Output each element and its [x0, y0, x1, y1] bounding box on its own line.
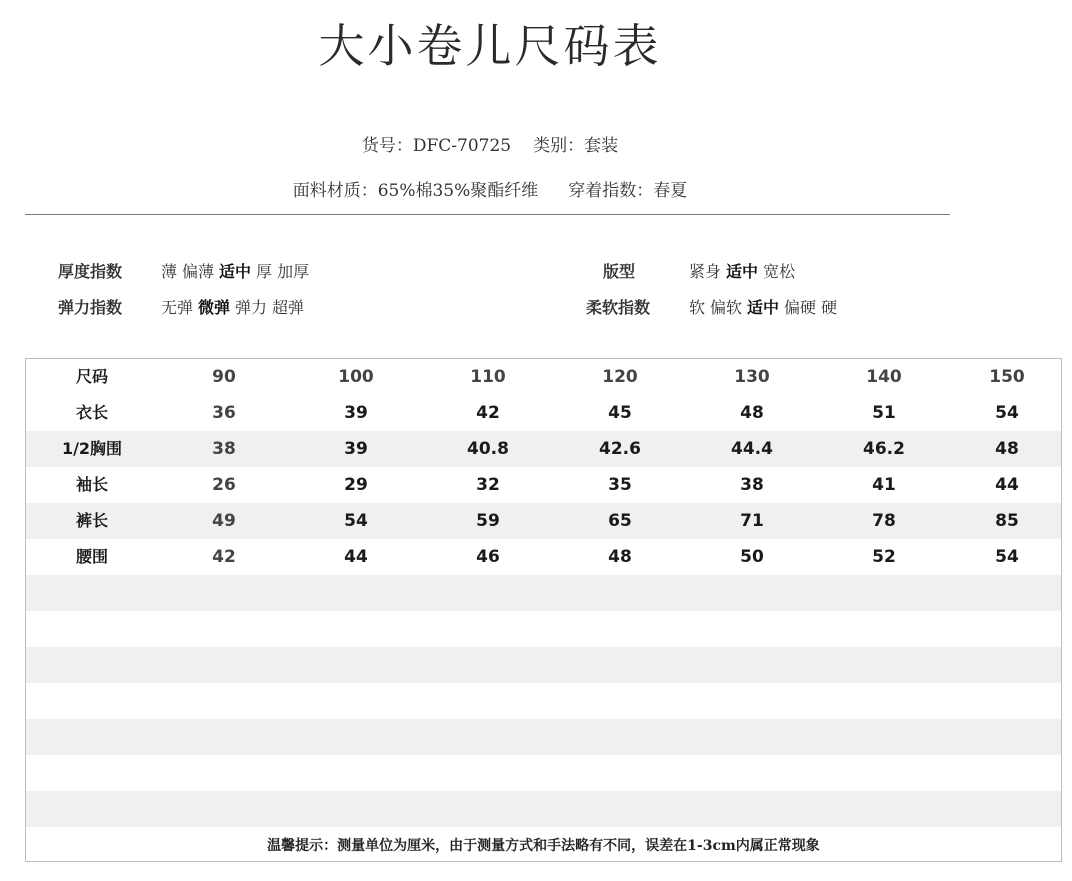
table-row: [26, 431, 1061, 467]
table-cell: 42: [476, 403, 500, 423]
table-cell: 29: [344, 475, 368, 495]
table-cell: 130: [734, 367, 770, 387]
thickness-label: 厚度指数: [58, 262, 123, 281]
attribute-option: 偏硬: [784, 298, 817, 317]
table-cell: 35: [608, 475, 632, 495]
attribute-option: 超弹: [272, 298, 305, 317]
table-cell: 袖长: [75, 475, 108, 494]
table-row: [26, 395, 1061, 431]
table-cell: 48: [740, 403, 764, 423]
table-cell: 120: [602, 367, 638, 387]
table-row: [26, 503, 1061, 539]
attribute-option-selected: 适中: [219, 262, 252, 281]
attribute-option: 硬: [821, 298, 838, 317]
table-cell: 48: [608, 547, 632, 567]
table-row: [26, 575, 1061, 611]
attribute-option: 加厚: [277, 262, 310, 281]
table-cell: 100: [338, 367, 374, 387]
table-row: [26, 359, 1061, 395]
table-cell: 尺码: [75, 367, 108, 386]
product-meta-line-1: [0, 131, 980, 156]
elasticity-label: 弹力指数: [58, 298, 123, 317]
fabric-material: 面料材质：65%棉35%聚酯纤维: [292, 181, 539, 201]
page-title: 大小卷儿尺码表: [318, 19, 662, 73]
table-cell: 71: [740, 511, 764, 531]
table-row: [26, 611, 1061, 647]
table-row: [26, 791, 1061, 827]
attribute-option: 紧身: [689, 262, 722, 281]
table-cell: 49: [212, 511, 236, 531]
table-cell: 50: [740, 547, 764, 567]
attribute-option: 薄: [161, 262, 178, 281]
table-cell: 32: [476, 475, 500, 495]
table-cell: 59: [476, 511, 500, 531]
table-cell: 39: [344, 403, 368, 423]
table-cell: 39: [344, 439, 368, 459]
attribute-option: 弹力: [235, 298, 268, 317]
table-cell: 78: [872, 511, 896, 531]
table-cell: 54: [995, 403, 1019, 423]
table-row: [26, 719, 1061, 755]
size-table: [25, 358, 1062, 862]
table-cell: 腰围: [75, 547, 108, 566]
attribute-option-selected: 适中: [726, 262, 759, 281]
attribute-option: 厚: [256, 262, 273, 281]
table-cell: 40.8: [467, 439, 509, 459]
table-cell: 44.4: [731, 439, 773, 459]
table-cell: 54: [995, 547, 1019, 567]
attribute-option: 宽松: [763, 262, 796, 281]
item-number: 货号：DFC-70725: [361, 136, 512, 156]
table-cell: 42: [212, 547, 236, 567]
table-cell: 90: [212, 367, 236, 387]
elasticity-options: [161, 295, 309, 318]
table-cell: 46.2: [863, 439, 905, 459]
table-row: [26, 539, 1061, 575]
table-cell: 衣长: [75, 403, 108, 422]
table-cell: 45: [608, 403, 632, 423]
fit-label: 版型: [603, 262, 636, 281]
table-row: [26, 755, 1061, 791]
product-meta-line-2: [0, 176, 980, 201]
attribute-option: 偏薄: [182, 262, 215, 281]
attribute-option: 软: [689, 298, 706, 317]
table-row: [26, 683, 1061, 719]
attribute-option-selected: 适中: [747, 298, 780, 317]
softness-label: 柔软指数: [586, 298, 651, 317]
table-cell: 裤长: [75, 511, 108, 530]
table-cell: 48: [995, 439, 1019, 459]
table-cell: 41: [872, 475, 896, 495]
table-cell: 38: [212, 439, 236, 459]
table-cell: 44: [995, 475, 1019, 495]
table-cell: 44: [344, 547, 368, 567]
category: 类别：套装: [533, 136, 619, 156]
table-row: [26, 467, 1061, 503]
footnote: 温馨提示：测量单位为厘米，由于测量方式和手法略有不同，误差在1-3cm内属正常现象: [267, 838, 820, 854]
fit-options: [689, 259, 800, 282]
divider: [25, 214, 950, 215]
table-cell: 54: [344, 511, 368, 531]
attribute-option: 无弹: [161, 298, 194, 317]
table-cell: 46: [476, 547, 500, 567]
table-cell: 26: [212, 475, 236, 495]
attribute-option: 偏软: [710, 298, 743, 317]
table-cell: 140: [866, 367, 902, 387]
table-cell: 52: [872, 547, 896, 567]
thickness-options: [161, 259, 314, 282]
attribute-option-selected: 微弹: [198, 298, 231, 317]
table-cell: 65: [608, 511, 632, 531]
table-cell: 42.6: [599, 439, 641, 459]
table-cell: 85: [995, 511, 1019, 531]
season-index: 穿着指数：春夏: [568, 181, 688, 201]
table-cell: 36: [212, 403, 236, 423]
table-cell: 110: [470, 367, 506, 387]
table-cell: 1/2胸围: [61, 439, 123, 458]
softness-options: [689, 295, 842, 318]
table-cell: 150: [989, 367, 1025, 387]
table-row: [26, 647, 1061, 683]
table-cell: 51: [872, 403, 896, 423]
table-cell: 38: [740, 475, 764, 495]
